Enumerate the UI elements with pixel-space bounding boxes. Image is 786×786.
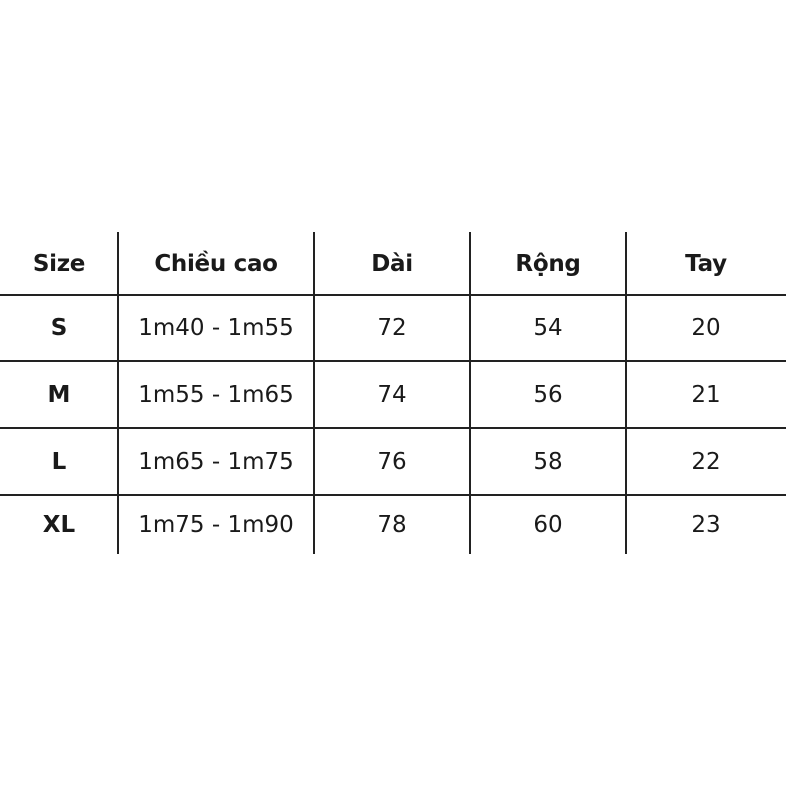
size-cell: XL — [42, 512, 76, 538]
table-row — [0, 296, 786, 360]
sleeve-cell: 22 — [691, 448, 721, 475]
width-cell: 60 — [533, 512, 563, 538]
sleeve-cell: 21 — [691, 381, 721, 408]
header-height: Chiều cao — [154, 251, 278, 277]
length-cell: 74 — [377, 381, 407, 408]
size-cell: L — [51, 448, 67, 475]
header-width: Rộng — [515, 251, 581, 277]
height-cell: 1m40 - 1m55 — [138, 315, 294, 341]
height-cell: 1m65 - 1m75 — [138, 448, 294, 475]
width-cell: 54 — [533, 315, 563, 341]
height-cell: 1m55 - 1m65 — [138, 381, 294, 408]
length-cell: 78 — [377, 512, 407, 538]
size-cell: M — [47, 381, 71, 408]
table-row — [0, 496, 786, 554]
sleeve-cell: 20 — [691, 315, 721, 341]
table-header-row — [0, 232, 786, 296]
table-row — [0, 362, 786, 427]
size-chart-table — [0, 232, 786, 554]
header-size: Size — [32, 251, 86, 277]
size-cell: S — [50, 315, 68, 341]
length-cell: 76 — [377, 448, 407, 475]
sleeve-cell: 23 — [691, 512, 721, 538]
width-cell: 56 — [533, 381, 563, 408]
width-cell: 58 — [533, 448, 563, 475]
header-length: Dài — [371, 251, 413, 277]
table-row — [0, 429, 786, 494]
height-cell: 1m75 - 1m90 — [138, 512, 294, 538]
header-sleeve: Tay — [685, 251, 727, 277]
length-cell: 72 — [377, 315, 407, 341]
